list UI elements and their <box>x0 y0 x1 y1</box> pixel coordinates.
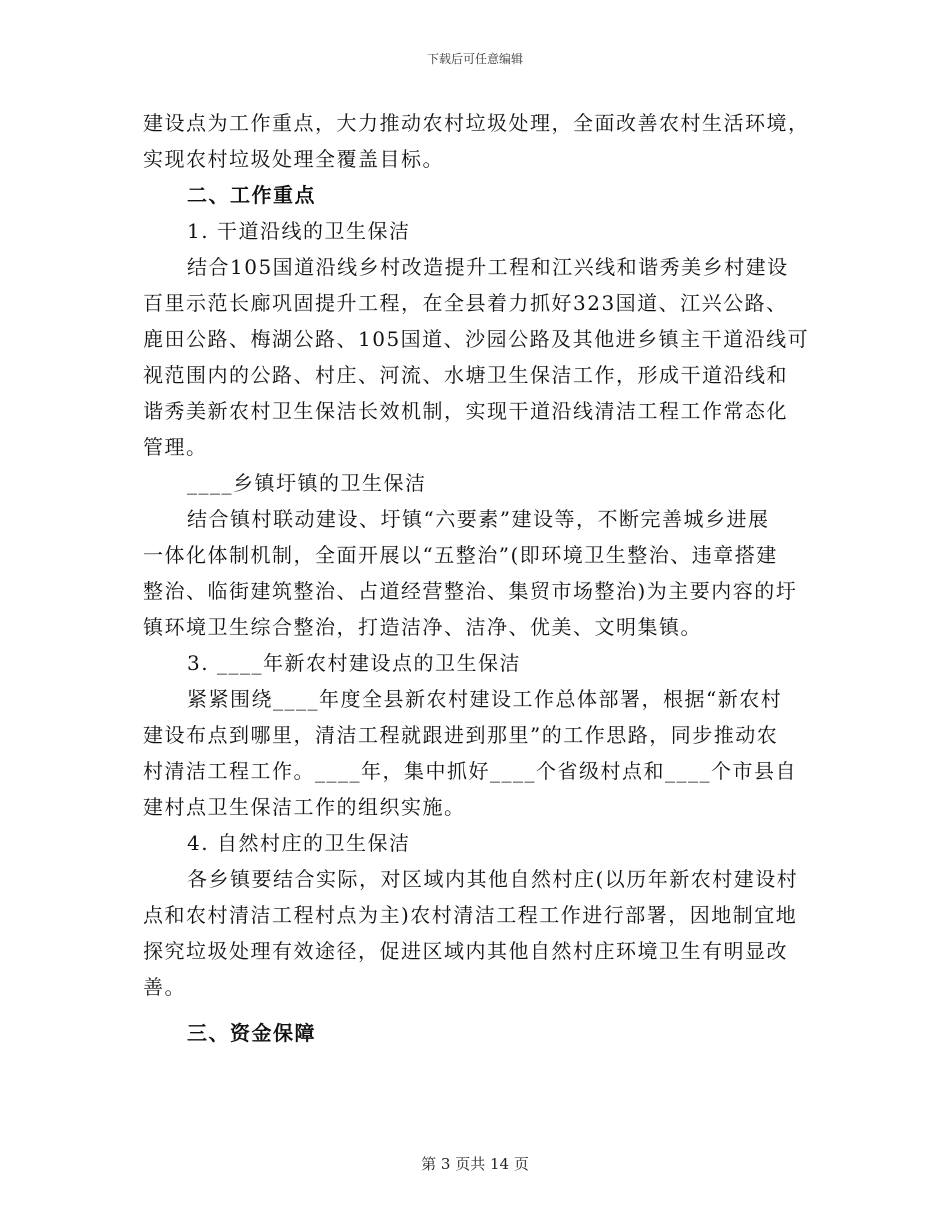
text-line: 村清洁工程工作。____年，集中抓好____个省级村点和____个市县自 <box>143 759 797 783</box>
text-line: 结合镇村联动建设、圩镇“六要素”建设等，不断完善城乡进展 <box>187 507 770 531</box>
section-heading: 二、工作重点 <box>187 183 316 207</box>
text-line: 建设布点到哪里，清洁工程就跟进到那里”的工作思路，同步推动农 <box>143 723 779 747</box>
page-header-note: 下载后可任意编辑 <box>426 52 523 66</box>
text-line: 3. ____年新农村建设点的卫生保洁 <box>187 651 521 675</box>
text-line: 一体化体制机制，全面开展以“五整治”(即环境卫生整治、违章搭建 <box>143 543 778 567</box>
text-line: 点和农村清洁工程村点为主)农村清洁工程工作进行部署，因地制宜地 <box>143 903 798 927</box>
text-line: 各乡镇要结合实际，对区域内其他自然村庄(以历年新农村建设村 <box>187 867 799 891</box>
text-line: 善。 <box>143 975 186 999</box>
text-line: 鹿田公路、梅湖公路、105国道、沙园公路及其他进乡镇主干道沿线可 <box>143 327 810 351</box>
text-line: 紧紧围绕____年度全县新农村建设工作总体部署，根据“新农村 <box>187 687 783 711</box>
section-heading: 三、资金保障 <box>187 1021 316 1045</box>
text-line: 4. 自然村庄的卫生保洁 <box>187 831 411 855</box>
text-line: 视范围内的公路、村庄、河流、水塘卫生保洁工作，形成干道沿线和 <box>143 363 788 387</box>
text-line: ____乡镇圩镇的卫生保洁 <box>187 471 427 495</box>
text-line: 建设点为工作重点，大力推动农村垃圾处理，全面改善农村生活环境， <box>143 111 810 135</box>
document-body <box>143 105 813 1051</box>
text-line: 建村点卫生保洁工作的组织实施。 <box>143 795 466 819</box>
text-line: 管理。 <box>143 435 208 459</box>
text-line: 实现农村垃圾处理全覆盖目标。 <box>143 147 444 171</box>
text-line: 结合105国道沿线乡村改造提升工程和江兴线和谐秀美乡村建设 <box>187 255 789 279</box>
text-line: 镇环境卫生综合整治，打造洁净、洁净、优美、文明集镇。 <box>143 615 702 639</box>
text-line: 百里示范长廊巩固提升工程，在全县着力抓好323国道、江兴公路、 <box>143 291 788 315</box>
page-number: 第 3 页共 14 页 <box>421 1155 529 1173</box>
text-line: 谐秀美新农村卫生保洁长效机制，实现干道沿线清洁工程工作常态化 <box>143 399 788 423</box>
text-line: 1. 干道沿线的卫生保洁 <box>187 219 411 243</box>
text-line: 探究垃圾处理有效途径，促进区域内其他自然村庄环境卫生有明显改 <box>143 939 788 963</box>
text-line: 整治、临街建筑整治、占道经营整治、集贸市场整治)为主要内容的圩 <box>143 579 798 603</box>
